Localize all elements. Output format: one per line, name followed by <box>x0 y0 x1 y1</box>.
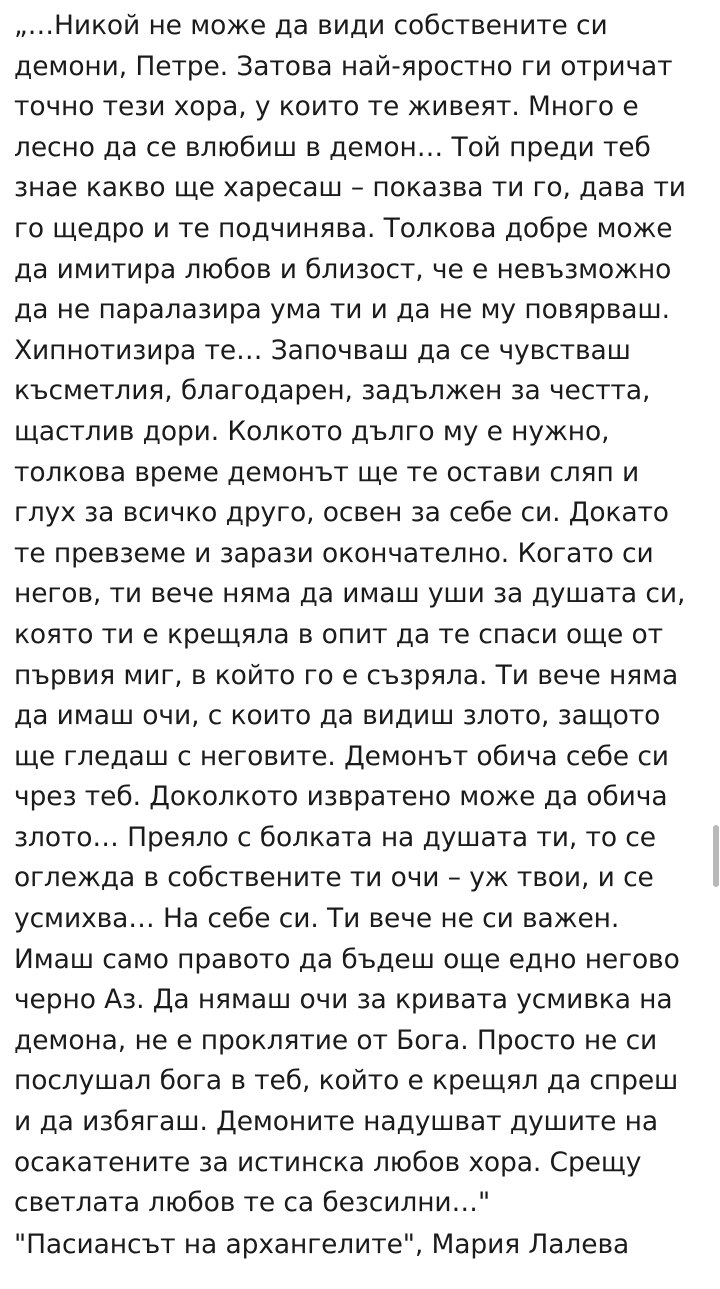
scrollbar[interactable] <box>713 0 720 1289</box>
quote-attribution: "Пасиансът на архангелите", Мария Лалева <box>14 1228 630 1260</box>
scrollbar-thumb[interactable] <box>713 825 719 887</box>
quote-text: „…Никой не може да види собствените си демони, Петре. Затова най-яростно ги отричат точно тези хора, у които те живеят. Много е лесно да се влюбиш в демон… Той преди теб знае какво ще харесаш – показва ти го, дава ти го щедро и те подчинява. Толкова добре може да имитира любов и близост, че е невъзможно да не паралазира ума ти и да не му повярваш. Хипнотизира те… Започваш да се чувстваш късметлия, благодарен, задължен за честта, щастлив дори. Колкото дълго му е нужно, толкова време демонът ще те остави сляп и глух за всичко друго, освен за себе си. Докато те превземе и зарази окончателно. Когато си негов, ти вече няма да имаш уши за душата си, която ти е крещяла в опит да те спаси още от първия миг, в който го е съзряла. Ти вече няма да имаш очи, с които да видиш злото, защото ще гледаш с неговите. Демонът обича себе си чрез теб. Доколкото извратено може да обича злото… Преяло с болката на душата ти, то се оглежда в собствените ти очи – уж твои, и се усмихва… На себе си. Ти вече не си важен. Имаш само правото да бъдеш още едно негово черно Аз. Да нямаш очи за кривата усмивка на демона, не е проклятие от Бога. Просто не си послушал бога в теб, който е крещял да спреш и да избягаш. Демоните надушват душите на осакатените за истинска любов хора. Срещу светлата любов те са безсилни…" <box>14 10 695 1219</box>
